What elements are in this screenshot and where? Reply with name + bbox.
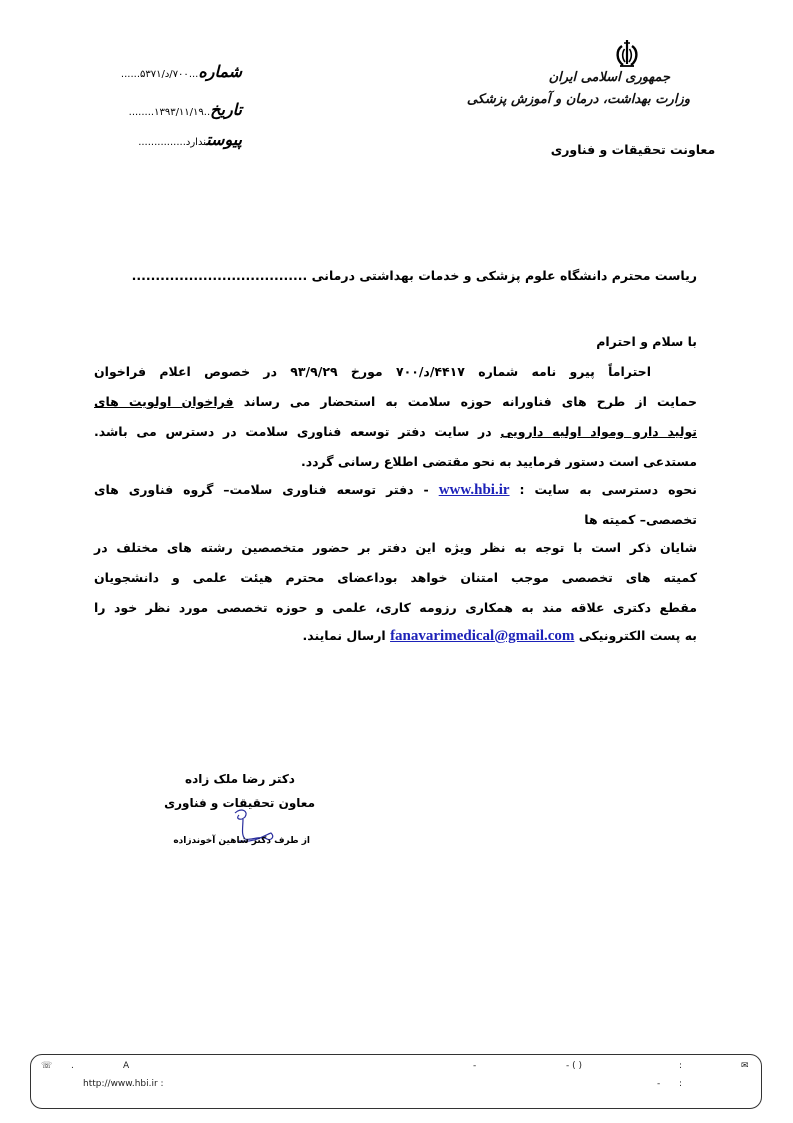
- signatory-title: معاون تحقیقات و فناوری: [164, 796, 315, 810]
- footer-contact-box: [30, 1054, 762, 1109]
- handwritten-signature: [205, 805, 285, 855]
- body-line-8: کمیته های تخصصی موجب امتنان خواهد بوداعضای محترم هیئت علمی و دانشجویان: [94, 570, 697, 585]
- body-line-2: [94, 394, 697, 409]
- drug-production-underlined: تولید دارو ومواد اولیه دارویی: [500, 424, 697, 439]
- signatory-name: دکتر رضا ملک زاده: [185, 772, 295, 786]
- body-line-5: [94, 482, 697, 499]
- deputy-office-name: معاونت تحقیقات و فناوری: [550, 142, 716, 157]
- number-label: شماره: [198, 62, 242, 81]
- website-link[interactable]: www.hbi.ir: [438, 482, 510, 498]
- body-line-6: تخصصی– کمیته ها: [584, 512, 697, 527]
- body-text: به پست الکترونیکی: [574, 628, 697, 643]
- footer-colon-2: :: [679, 1079, 683, 1089]
- body-line-4: مستدعی است دستور فرمایید به نحو مقتضی اطلاع رسانی گردد.: [300, 454, 697, 469]
- mail-icon: ✉: [741, 1061, 749, 1071]
- body-line-1: احتراماً پیرو نامه شماره ۴۴۱۷/د/۷۰۰ مورخ ۹۳/۹/۲۹ در خصوص اعلام فراخوان: [94, 364, 651, 379]
- footer-dot: .: [71, 1061, 74, 1071]
- body-text: نحوه دسترسی به سایت :: [509, 482, 698, 497]
- footer-colon: :: [679, 1061, 683, 1071]
- ministry-name: وزارت بهداشت، درمان و آموزش پزشکی: [466, 92, 690, 107]
- body-line-3: [94, 424, 697, 439]
- footer-address-letter: A: [123, 1061, 130, 1071]
- country-name: جمهوری اسلامی ایران: [548, 70, 670, 85]
- letter-number-row: [100, 62, 242, 81]
- body-text: در سایت دفتر توسعه فناوری سلامت در دسترس می باشد.: [94, 424, 501, 439]
- body-line-7: شایان ذکر است با توجه به نظر ویژه این دفتر بر حضور متخصصین رشته های مختلف در: [94, 540, 697, 555]
- phone-icon: ☏: [41, 1061, 53, 1071]
- footer-phone-parens: - ( ): [566, 1061, 582, 1071]
- letter-date-row: [100, 100, 242, 119]
- body-text: حمایت از طرح های فناورانه حوزه سلامت به استحضار می رساند: [233, 394, 697, 409]
- body-text: ارسال نمایند.: [302, 628, 391, 643]
- body-line-9: مقطع دکتری علاقه مند به همکاری رزومه کاری، علمی و حوزه تخصصی مورد نظر خود را: [94, 600, 697, 615]
- attachment-row: [100, 130, 242, 149]
- date-value: ..۱۳۹۳/۱۱/۱۹........: [128, 107, 211, 118]
- call-priorities-underlined: فراخوان اولویت های: [94, 394, 234, 409]
- iran-emblem-icon: [612, 38, 642, 70]
- date-label: تاریخ: [210, 100, 242, 119]
- footer-website[interactable]: http://www.hbi.ir :: [83, 1079, 164, 1089]
- attachment-label: پیوست: [206, 130, 242, 149]
- attachment-value: ندارد...............: [138, 137, 207, 148]
- on-behalf-note: از طرف دکتر شاهین آخوندزاده: [173, 836, 310, 846]
- greeting: با سلام و احترام: [596, 334, 697, 349]
- recipient-line: ریاست محترم دانشگاه علوم پزشکی و خدمات بهداشتی درمانی .....................................: [131, 268, 697, 283]
- number-value: ...۷۰۰/د/۵۳۷۱......: [120, 69, 199, 80]
- footer-dash-2: -: [657, 1079, 661, 1089]
- email-link[interactable]: fanavarimedical@gmail.com: [390, 628, 575, 644]
- body-text: - دفتر توسعه فناوری سلامت– گروه فناوری های: [94, 482, 439, 497]
- body-line-10: [94, 628, 697, 645]
- footer-dash: -: [473, 1061, 477, 1071]
